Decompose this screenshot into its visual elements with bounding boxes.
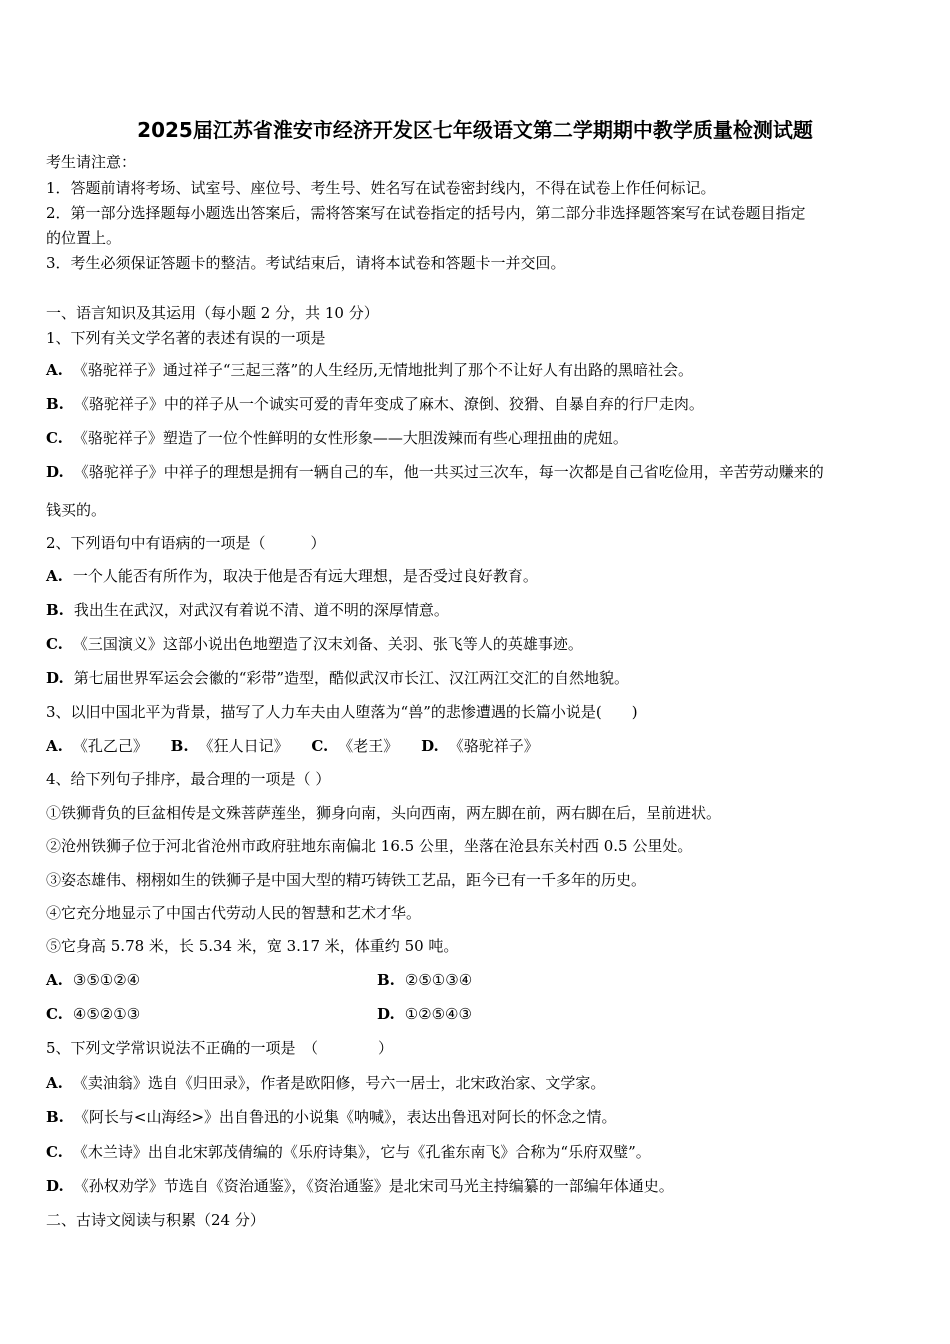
q1-option-d-continued: 钱买的。 bbox=[46, 501, 107, 519]
q2-option-c: C. 《三国演义》这部小说出色地塑造了汉末刘备、关羽、张飞等人的英雄事迹。 bbox=[46, 635, 583, 653]
question-stem: 1、下列有关文学名著的表述有误的一项是 bbox=[46, 329, 326, 347]
notice-item-continued: 的位置上。 bbox=[46, 229, 122, 247]
q4-option-c: C. ④⑤②①③ bbox=[46, 1005, 141, 1023]
q1-option-c: C. 《骆驼祥子》塑造了一位个性鲜明的女性形象——大胆泼辣而有些心理扭曲的虎妞。 bbox=[46, 429, 628, 447]
q2-option-d: D. 第七届世界军运会会徽的“彩带”造型，酷似武汉市长江、汉江两江交汇的自然地貌。 bbox=[46, 669, 630, 687]
q2-option-b: B. 我出生在武汉，对武汉有着说不清、道不明的深厚情意。 bbox=[46, 601, 449, 619]
q5-option-d: D. 《孙权劝学》节选自《资治通鉴》，《资治通鉴》是北宋司马光主持编纂的一部编年体通史。 bbox=[46, 1177, 674, 1195]
q5-option-b: B. 《阿长与<山海经>》出自鲁迅的小说集《呐喊》，表达出鲁迅对阿长的怀念之情。 bbox=[46, 1108, 617, 1126]
q5-option-c: C. 《木兰诗》出自北宋郭茂倩编的《乐府诗集》，它与《孔雀东南飞》合称为“乐府双璧”。 bbox=[46, 1143, 651, 1161]
question-stem: 4、给下列句子排序，最合理的一项是（ ） bbox=[46, 770, 331, 788]
q1-option-d: D. 《骆驼祥子》中祥子的理想是拥有一辆自己的车，他一共买过三次车，每一次都是自己省吃俭用，辛苦劳动赚来的 bbox=[46, 463, 824, 481]
q4-sentence: ⑤它身高 5.78 米，长 5.34 米，宽 3.17 米，体重约 50 吨。 bbox=[46, 937, 459, 955]
q2-option-a: A. 一个人能否有所作为，取决于他是否有远大理想，是否受过良好教育。 bbox=[46, 567, 538, 585]
q1-option-a: A. 《骆驼祥子》通过祥子“三起三落”的人生经历,无情地批判了那个不让好人有出路的黑暗社会。 bbox=[46, 361, 693, 379]
notice-item: 2．第一部分选择题每小题选出答案后，需将答案写在试卷指定的括号内，第二部分非选择题答案写在试卷题目指定 bbox=[46, 204, 806, 222]
notice-item: 3．考生必须保证答题卡的整洁。考试结束后，请将本试卷和答题卡一并交回。 bbox=[46, 254, 566, 272]
q4-sentence: ④它充分地显示了中国古代劳动人民的智慧和艺术才华。 bbox=[46, 904, 422, 922]
q3-options: A. 《孔乙己》 B. 《狂人日记》 C. 《老王》 D. 《骆驼祥子》 bbox=[46, 737, 539, 755]
question-stem: 3、以旧中国北平为背景，描写了人力车夫由人堕落为“兽”的悲惨遭遇的长篇小说是( ) bbox=[46, 703, 638, 721]
notice-item: 1．答题前请将考场、试室号、座位号、考生号、姓名写在试卷密封线内，不得在试卷上作任何标记。 bbox=[46, 179, 716, 197]
page-title: 2025届江苏省淮安市经济开发区七年级语文第二学期期中教学质量检测试题 bbox=[137, 118, 813, 142]
question-stem: 5、下列文学常识说法不正确的一项是 （ ） bbox=[46, 1039, 394, 1057]
q4-sentence: ①铁狮背负的巨盆相传是文殊菩萨莲坐，狮身向南，头向西南，两左脚在前，两右脚在后，呈前进状。 bbox=[46, 804, 722, 822]
question-stem: 2、下列语句中有语病的一项是（ ） bbox=[46, 534, 326, 552]
q4-sentence: ②沧州铁狮子位于河北省沧州市政府驻地东南偏北 16.5 公里，坐落在沧县东关村西 0.5 公里处。 bbox=[46, 837, 693, 855]
q4-option-b: B. ②⑤①③④ bbox=[377, 971, 473, 989]
q5-option-a: A. 《卖油翁》选自《归田录》，作者是欧阳修，号六一居士，北宋政治家、文学家。 bbox=[46, 1074, 606, 1092]
q4-sentence: ③姿态雄伟、栩栩如生的铁狮子是中国大型的精巧铸铁工艺品，距今已有一千多年的历史。 bbox=[46, 871, 647, 889]
q1-option-b: B. 《骆驼祥子》中的祥子从一个诚实可爱的青年变成了麻木、潦倒、狡猾、自暴自弃的行尸走肉。 bbox=[46, 395, 704, 413]
q4-option-d: D. ①②⑤④③ bbox=[377, 1005, 472, 1023]
section-heading: 二、古诗文阅读与积累（24 分） bbox=[46, 1211, 265, 1229]
q4-option-a: A. ③⑤①②④ bbox=[46, 971, 141, 989]
notice-heading: 考生请注意： bbox=[46, 153, 137, 171]
section-heading: 一、语言知识及其运用（每小题 2 分，共 10 分） bbox=[46, 304, 379, 322]
